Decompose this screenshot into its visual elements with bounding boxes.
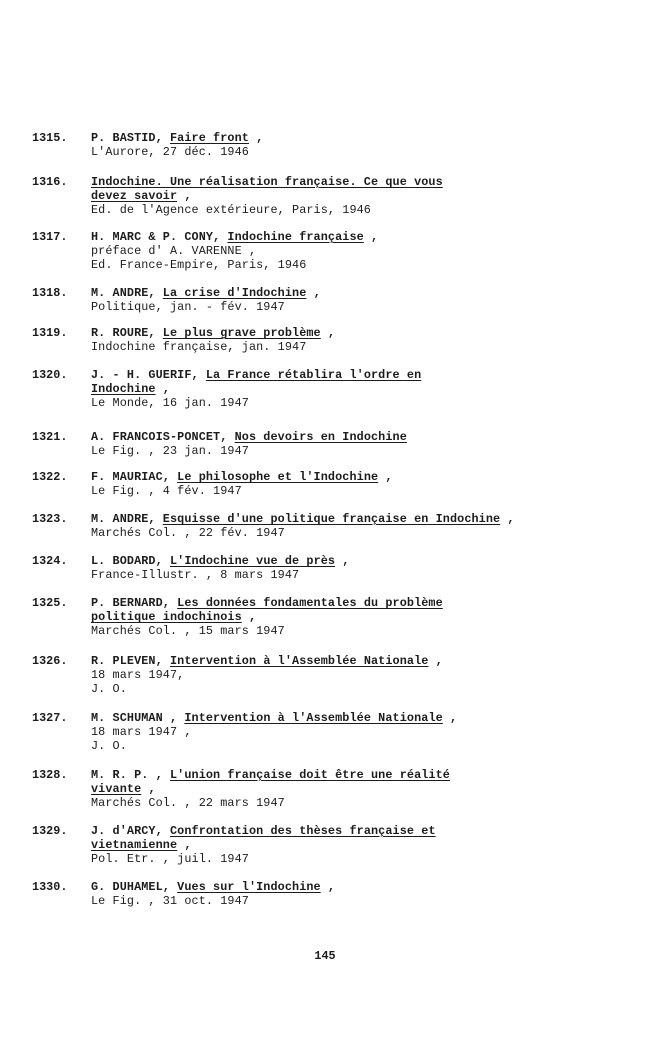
citation-line: [91, 739, 646, 753]
citation-line: [91, 668, 646, 682]
citation-title: Indochine: [91, 382, 156, 396]
citation-text: ,: [141, 782, 156, 796]
citation-title: vivante: [91, 782, 142, 796]
citation-text: Le Fig. , 23 jan. 1947: [91, 444, 249, 458]
citation-line: [91, 624, 646, 638]
citation-text: P. BERNARD,: [91, 596, 178, 610]
citation-title: politique indochinois: [91, 610, 242, 624]
citation-line: [91, 230, 646, 244]
entry-number: 1322.: [32, 470, 68, 484]
citation-text: ,: [320, 326, 336, 340]
citation-line: [91, 894, 646, 908]
citation-line: [91, 286, 646, 300]
citation-title: Faire front: [169, 131, 249, 145]
entry-citation: [91, 430, 646, 458]
citation-text: ,: [306, 286, 321, 300]
citation-text: M. ANDRE,: [91, 512, 163, 526]
entry-number: 1320.: [32, 368, 68, 382]
citation-line: [91, 824, 646, 838]
citation-text: ,: [500, 512, 515, 526]
citation-line: [91, 444, 646, 458]
citation-line: [91, 596, 646, 610]
citation-line: [91, 610, 646, 624]
citation-text: ,: [241, 610, 257, 624]
entry-number: 1328.: [32, 768, 68, 782]
citation-line: [91, 340, 646, 354]
citation-text: J. - H. GUERIF,: [91, 368, 206, 382]
citation-title: Les données fondamentales du problème: [177, 596, 443, 610]
entry-citation: [91, 596, 646, 638]
citation-line: [91, 131, 646, 145]
entry-number: 1324.: [32, 554, 68, 568]
citation-text: L'Aurore, 27 déc. 1946: [91, 145, 249, 159]
citation-line: [91, 782, 646, 796]
entry-citation: [91, 824, 646, 866]
citation-title: Esquisse d'une politique française en Indochine: [162, 512, 501, 526]
citation-line: [91, 175, 646, 189]
citation-line: [91, 768, 646, 782]
citation-text: F. MAURIAC,: [91, 470, 178, 484]
citation-line: [91, 711, 646, 725]
citation-text: ,: [442, 711, 458, 725]
citation-line: [91, 654, 646, 668]
citation-text: Indochine française, jan. 1947: [91, 340, 307, 354]
entry-citation: [91, 654, 646, 696]
citation-line: [91, 838, 646, 852]
entry-citation: [91, 286, 646, 314]
citation-line: [91, 470, 646, 484]
citation-text: P. BASTID,: [91, 131, 170, 145]
citation-text: ,: [363, 230, 379, 244]
citation-line: [91, 244, 646, 258]
citation-text: 18 mars 1947,: [91, 668, 185, 682]
entry-citation: [91, 368, 646, 410]
entry-citation: [91, 512, 646, 540]
citation-text: Le Fig. , 31 oct. 1947: [91, 894, 249, 908]
entry-number: 1327.: [32, 711, 68, 725]
entry-citation: [91, 326, 646, 354]
citation-title: Le philosophe et l'Indochine: [177, 470, 379, 484]
citation-text: J. O.: [91, 739, 127, 753]
citation-line: [91, 554, 646, 568]
citation-text: ,: [177, 838, 192, 852]
entry-citation: [91, 131, 646, 159]
citation-text: Politique, jan. - fév. 1947: [91, 300, 285, 314]
citation-line: [91, 526, 646, 540]
citation-line: [91, 880, 646, 894]
citation-line: [91, 430, 646, 444]
citation-text: ,: [248, 131, 264, 145]
citation-text: M. ANDRE,: [91, 286, 163, 300]
citation-text: J. O.: [91, 682, 127, 696]
citation-text: M. SCHUMAN ,: [91, 711, 185, 725]
citation-text: A. FRANCOIS-PONCET,: [91, 430, 235, 444]
citation-title: Le plus grave problème: [162, 326, 321, 340]
entry-citation: [91, 768, 646, 810]
citation-text: Ed. de l'Agence extérieure, Paris, 1946: [91, 203, 371, 217]
citation-title: devez savoir: [91, 189, 178, 203]
citation-text: préface d' A. VARENNE ,: [91, 244, 257, 258]
citation-text: G. DUHAMEL,: [91, 880, 178, 894]
entry-number: 1325.: [32, 596, 68, 610]
entry-citation: [91, 230, 646, 272]
citation-text: Le Fig. , 4 fév. 1947: [91, 484, 242, 498]
entry-citation: [91, 175, 646, 217]
citation-text: J. d'ARCY,: [91, 824, 170, 838]
entry-number: 1318.: [32, 286, 68, 300]
citation-line: [91, 203, 646, 217]
citation-title: Indochine. Une réalisation française. Ce que vous: [91, 175, 443, 189]
citation-text: ,: [155, 382, 170, 396]
entry-number: 1326.: [32, 654, 68, 668]
citation-text: Ed. France-Empire, Paris, 1946: [91, 258, 307, 272]
citation-title: Indochine française: [227, 230, 364, 244]
citation-title: vietnamienne: [91, 838, 178, 852]
citation-title: La France rétablira l'ordre en: [205, 368, 422, 382]
entry-number: 1319.: [32, 326, 68, 340]
citation-text: H. MARC & P. CONY,: [91, 230, 228, 244]
citation-title: Confrontation des thèses française et: [169, 824, 436, 838]
citation-title: L'Indochine vue de près: [169, 554, 336, 568]
citation-line: [91, 396, 646, 410]
citation-title: Vues sur l'Indochine: [177, 880, 321, 894]
citation-text: Marchés Col. , 22 fév. 1947: [91, 526, 285, 540]
entry-citation: [91, 880, 646, 908]
entry-number: 1317.: [32, 230, 68, 244]
citation-text: R. ROURE,: [91, 326, 163, 340]
entry-number: 1316.: [32, 175, 68, 189]
citation-text: Marchés Col. , 15 mars 1947: [91, 624, 285, 638]
entry-number: 1330.: [32, 880, 68, 894]
entry-citation: [91, 470, 646, 498]
entry-number: 1321.: [32, 430, 68, 444]
citation-text: ,: [177, 189, 192, 203]
citation-text: ,: [378, 470, 393, 484]
citation-text: ,: [428, 654, 443, 668]
citation-title: Intervention à l'Assemblée Nationale: [184, 711, 443, 725]
entry-citation: [91, 554, 646, 582]
citation-line: [91, 796, 646, 810]
citation-title: Intervention à l'Assemblée Nationale: [169, 654, 429, 668]
citation-line: [91, 189, 646, 203]
citation-line: [91, 682, 646, 696]
citation-text: R. PLEVEN,: [91, 654, 170, 668]
citation-text: Le Monde, 16 jan. 1947: [91, 396, 249, 410]
entry-number: 1315.: [32, 131, 68, 145]
citation-text: L. BODARD,: [91, 554, 170, 568]
citation-text: Marchés Col. , 22 mars 1947: [91, 796, 285, 810]
citation-line: [91, 725, 646, 739]
citation-line: [91, 484, 646, 498]
citation-title: L'union française doit être une réalité: [169, 768, 450, 782]
citation-text: M. R. P. ,: [91, 768, 170, 782]
citation-line: [91, 368, 646, 382]
citation-text: Pol. Etr. , juil. 1947: [91, 852, 249, 866]
citation-line: [91, 326, 646, 340]
citation-line: [91, 258, 646, 272]
citation-text: France-Illustr. , 8 mars 1947: [91, 568, 300, 582]
entry-number: 1329.: [32, 824, 68, 838]
citation-text: 18 mars 1947 ,: [91, 725, 192, 739]
citation-line: [91, 852, 646, 866]
citation-line: [91, 300, 646, 314]
citation-text: ,: [335, 554, 350, 568]
citation-line: [91, 382, 646, 396]
citation-title: Nos devoirs en Indochine: [234, 430, 407, 444]
citation-title: La crise d'Indochine: [162, 286, 307, 300]
entry-number: 1323.: [32, 512, 68, 526]
citation-text: ,: [320, 880, 336, 894]
citation-line: [91, 512, 646, 526]
citation-line: [91, 145, 646, 159]
page-number: 145: [314, 949, 336, 963]
citation-line: [91, 568, 646, 582]
entry-citation: [91, 711, 646, 753]
